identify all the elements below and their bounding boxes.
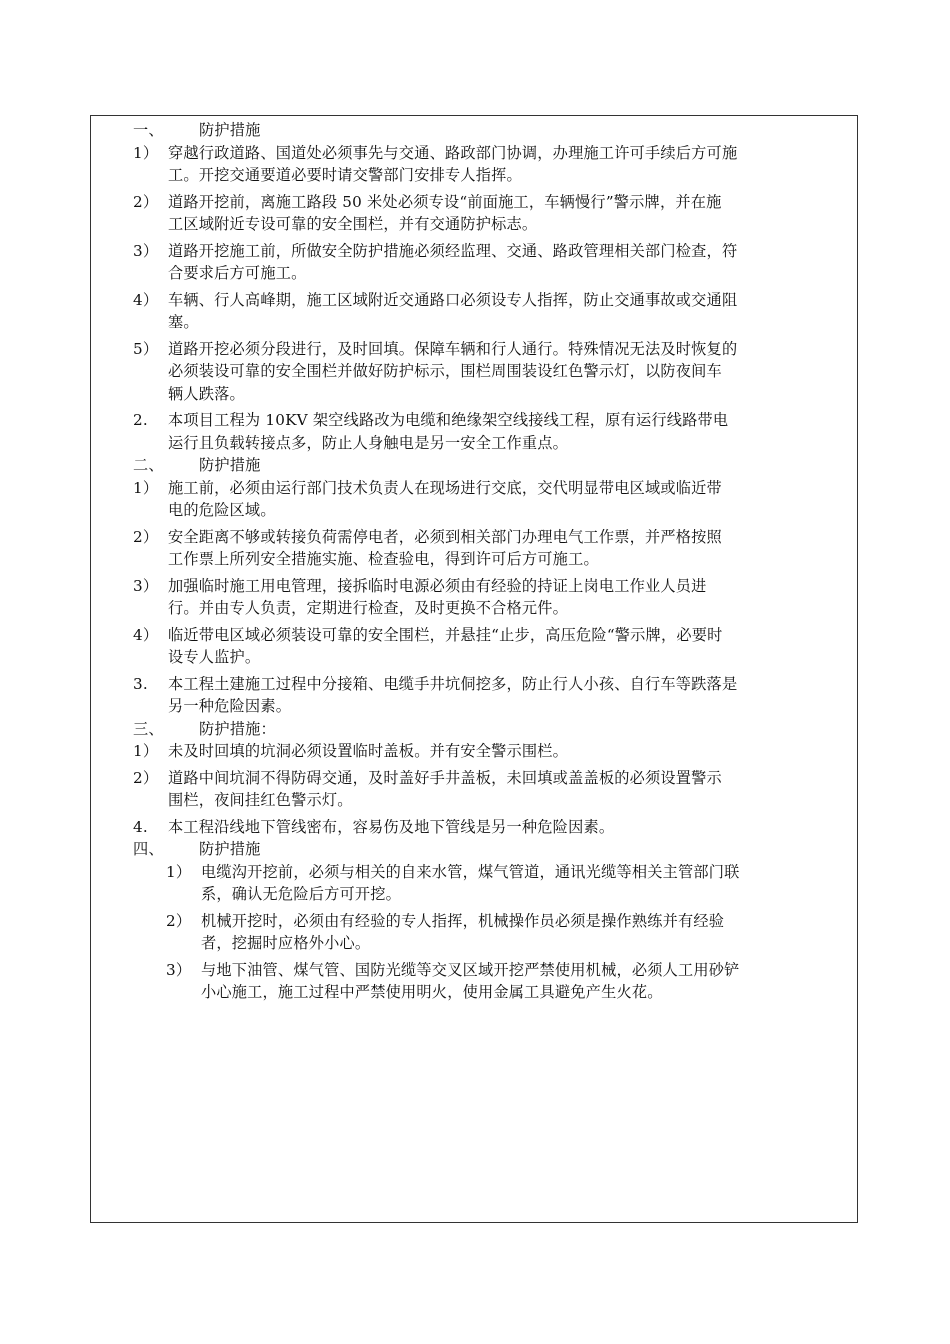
item-number: 2） — [133, 768, 159, 787]
item-line: 加强临时施工用电管理，接拆临时电源必须由有经验的持证上岗电工作业人员进 — [168, 576, 707, 595]
risk-line: 另一种危险因素。 — [168, 697, 292, 715]
item-number: 3） — [133, 241, 159, 260]
item-line: 道路开挖施工前，所做安全防护措施必须经监理、交通、路政管理相关部门检查，符 — [168, 241, 738, 260]
item-line: 车辆、行人高峰期，施工区域附近交通路口必须设专人指挥，防止交通事故或交通阻 — [168, 290, 738, 309]
item-line: 设专人监护。 — [168, 648, 261, 666]
list-item — [133, 477, 853, 522]
item-line: 合要求后方可施工。 — [168, 264, 307, 282]
item-line: 与地下油管、煤气管、国防光缆等交叉区域开挖严禁使用机械，必须人工用砂铲 — [201, 960, 740, 979]
list-item — [133, 289, 853, 334]
item-line: 系，确认无危险后方可开挖。 — [201, 885, 402, 903]
item-line: 工区域附近专设可靠的安全围栏，并有交通防护标志。 — [168, 215, 538, 233]
item-number: 4） — [133, 625, 159, 644]
list-item — [133, 624, 853, 669]
item-line: 围栏，夜间挂红色警示灯。 — [168, 791, 353, 809]
list-item — [133, 575, 853, 620]
risk-item — [133, 409, 853, 454]
item-number: 4） — [133, 290, 159, 309]
item-number: 2） — [133, 527, 159, 546]
section-number: 三、 — [133, 719, 164, 738]
section-heading — [133, 718, 853, 741]
item-line: 道路开挖前，离施工路段 50 米处必须专设“前面施工，车辆慢行”警示牌，并在施 — [168, 192, 722, 211]
list-item — [133, 142, 853, 187]
item-line: 必须装设可靠的安全围栏并做好防护标示，围栏周围装设红色警示灯，以防夜间车 — [168, 362, 722, 380]
list-item — [133, 959, 853, 1004]
section-number: 四、 — [133, 840, 164, 858]
risk-item — [133, 816, 853, 839]
risk-line: 本工程沿线地下管线密布，容易伤及地下管线是另一种危险因素。 — [168, 817, 615, 836]
section-title: 防护措施： — [199, 719, 276, 738]
item-number: 1） — [166, 862, 192, 881]
section-heading — [133, 454, 853, 477]
risk-line: 运行且负载转接点多，防止人身触电是另一安全工作重点。 — [168, 433, 569, 452]
item-line: 工作票上所列安全措施实施、检查验电，得到许可后方可施工。 — [168, 550, 599, 568]
section-title: 防护措施 — [199, 121, 261, 139]
item-line: 临近带电区域必须装设可靠的安全围栏，并悬挂“止步，高压危险“警示牌，必要时 — [168, 625, 723, 644]
risk-number: 4. — [133, 817, 148, 836]
item-line: 辆人跌落。 — [168, 384, 245, 403]
document-content — [133, 119, 853, 1004]
list-item — [133, 861, 853, 906]
item-number: 3） — [133, 576, 159, 595]
section-heading — [133, 838, 853, 861]
section-number: 一、 — [133, 121, 164, 139]
item-line: 工。开挖交通要道必要时请交警部门安排专人指挥。 — [168, 166, 522, 184]
item-number: 1） — [133, 478, 159, 497]
item-number: 2） — [133, 192, 159, 211]
item-line: 穿越行政道路、国道处必须事先与交通、路政部门协调，办理施工许可手续后方可施 — [168, 143, 738, 162]
risk-line: 本工程土建施工过程中分接箱、电缆手井坑侗挖多，防止行人小孩、自行车等跌落是 — [168, 674, 738, 693]
item-line: 道路中间坑洞不得防碍交通，及时盖好手井盖板，未回填或盖盖板的必须设置警示 — [168, 768, 722, 787]
item-number: 3） — [166, 960, 192, 979]
item-number: 5） — [133, 339, 159, 358]
list-item — [133, 240, 853, 285]
list-item — [133, 526, 853, 571]
item-line: 行。并由专人负责，定期进行检查，及时更换不合格元件。 — [168, 599, 569, 617]
item-number: 1） — [133, 143, 159, 162]
risk-item — [133, 673, 853, 718]
item-line: 电的危险区域。 — [168, 501, 276, 519]
item-line: 者，挖掘时应格外小心。 — [201, 934, 371, 952]
item-line: 施工前，必须由运行部门技术负责人在现场进行交底，交代明显带电区域或临近带 — [168, 478, 722, 497]
section-title: 防护措施 — [199, 456, 261, 474]
section-number: 二、 — [133, 456, 164, 474]
item-line: 小心施工，施工过程中严禁使用明火，使用金属工具避免产生火花。 — [201, 983, 663, 1001]
risk-number: 2. — [133, 411, 148, 429]
item-number: 1） — [133, 742, 159, 760]
risk-line: 本项目工程为 10KV 架空线路改为电缆和绝缘架空线接线工程，原有运行线路带电 — [168, 411, 729, 429]
item-line: 未及时回填的坑洞必须设置临时盖板。并有安全警示围栏。 — [168, 742, 569, 760]
risk-number: 3. — [133, 674, 148, 693]
list-item — [133, 910, 853, 955]
item-line: 机械开挖时，必须由有经验的专人指挥，机械操作员必须是操作熟练并有经验 — [201, 911, 725, 930]
section-title: 防护措施 — [199, 840, 261, 858]
list-item — [133, 191, 853, 236]
item-number: 2） — [166, 911, 192, 930]
list-item — [133, 767, 853, 812]
list-item — [133, 338, 853, 406]
item-line: 塞。 — [168, 313, 199, 331]
item-line: 道路开挖必须分段进行，及时回填。保障车辆和行人通行。特殊情况无法及时恢复的 — [168, 339, 738, 358]
item-line: 安全距离不够或转接负荷需停电者，必须到相关部门办理电气工作票，并严格按照 — [168, 527, 722, 546]
list-item — [133, 740, 853, 763]
item-line: 电缆沟开挖前，必须与相关的自来水管，煤气管道，通讯光缆等相关主管部门联 — [201, 862, 740, 881]
section-heading — [133, 119, 853, 142]
